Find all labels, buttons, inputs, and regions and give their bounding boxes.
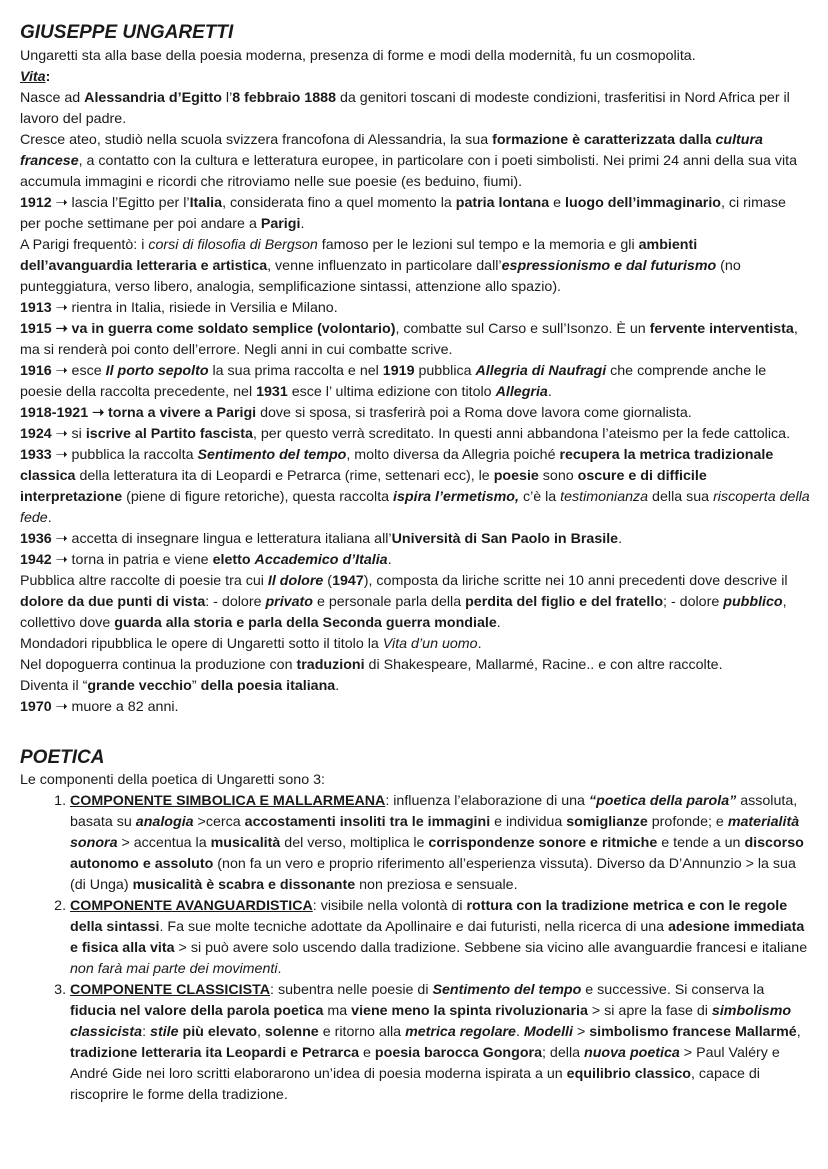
text-run: Mondadori ripubblica le opere di Ungaretti sotto il titolo la: [20, 636, 383, 652]
vita-section: [20, 88, 810, 718]
text-run: > accentua la: [117, 835, 211, 851]
text-run: adesione immediata e fisica alla vita: [70, 919, 805, 956]
text-run: ➝ torna in patria e viene: [51, 552, 213, 568]
text-run: viene meno la spinta rivoluzionaria: [351, 1003, 588, 1019]
text-run: Italia: [189, 195, 223, 211]
text-run: simbolismo classicista: [70, 1003, 792, 1040]
text-run: somiglianze: [566, 814, 648, 830]
text-run: e tende a un: [657, 835, 745, 851]
text-run: , venne influenzato in particolare dall’: [267, 258, 502, 274]
text-run: espressionismo e dal futurismo: [501, 258, 717, 274]
text-run: tradizione letteraria ita Leopardi e Petrarca: [70, 1045, 360, 1061]
text-run: 1919: [382, 363, 415, 379]
text-run: la sua prima raccolta e nel: [208, 363, 383, 379]
text-run: .: [496, 615, 501, 631]
text-run: solenne: [264, 1024, 319, 1040]
text-run: pubblico: [723, 594, 783, 610]
text-run: .: [387, 552, 392, 568]
text-run: accostamenti insoliti tra le immagini: [244, 814, 491, 830]
text-run: recupera la metrica tradizionale classica: [20, 447, 774, 484]
text-run: : - dolore: [205, 594, 266, 610]
text-run: (piene di figure retoriche), questa raccolta: [122, 489, 394, 505]
text-run: l’: [221, 90, 233, 106]
text-run: ), composta da liriche scritte nei 10 anni precedenti dove descrive il: [363, 573, 788, 589]
text-run: equilibrio classico: [566, 1066, 692, 1082]
component-heading: COMPONENTE SIMBOLICA E MALLARMEANA: [70, 793, 386, 809]
text-run: , combatte sul Carso e sull’Isonzo. È un: [395, 321, 650, 337]
text-run: A Parigi frequentò: i: [20, 237, 149, 253]
text-run: che comprende anche le poesie della raccolta precedente, nel: [20, 363, 767, 400]
text-run: riscoperta della fede: [20, 489, 810, 526]
text-run: >: [572, 1024, 590, 1040]
text-run: .: [477, 636, 482, 652]
text-run: : subentra nelle poesie di: [270, 982, 433, 998]
text-run: musicalità è scabra e dissonante: [132, 877, 356, 893]
text-run: perdita del figlio e del fratello: [465, 594, 664, 610]
vita-paragraph: [20, 361, 810, 403]
vita-paragraph: [20, 235, 810, 298]
text-run: :: [142, 1024, 151, 1040]
text-run: 1933: [20, 447, 52, 463]
vita-paragraph: [20, 88, 810, 130]
text-run: 1912: [20, 195, 52, 211]
text-run: .: [277, 961, 282, 977]
text-run: pubblica: [414, 363, 476, 379]
text-run: , ma si renderà poi conto dell’errore. Negli anni in cui combatte scrive.: [20, 321, 798, 358]
text-run: Diventa il “: [20, 678, 88, 694]
text-run: , collettivo dove: [20, 594, 787, 631]
text-run: ; della: [542, 1045, 585, 1061]
vita-paragraph: [20, 298, 810, 319]
text-run: stile: [150, 1024, 179, 1040]
text-run: Sentimento del tempo: [197, 447, 347, 463]
text-run: , considerata fino a quel momento la: [222, 195, 456, 211]
text-run: ➝ rientra in Italia, risiede in Versilia e Milano.: [51, 300, 338, 316]
poetica-heading: POETICA: [20, 747, 105, 768]
text-run: Vita d’un uomo: [382, 636, 478, 652]
text-run: e personale parla della: [312, 594, 466, 610]
text-run: .: [335, 678, 340, 694]
text-run: , ci rimase per poche settimane per poi andare a: [20, 195, 786, 232]
text-run: . Fa sue molte tecniche adottate da Apollinaire e dai futuristi, nella ricerca di una: [159, 919, 669, 935]
text-run: (non fa un vero e proprio riferimento all’esperienza vissuta). Diverso da D’Annunzio > la sua (di Unga): [70, 856, 796, 893]
document-title: GIUSEPPE UNGARETTI: [20, 22, 234, 43]
text-run: guarda alla storia e parla della Seconda guerra mondiale: [114, 615, 497, 631]
text-run: dove si sposa, si trasferirà poi a Roma dove lavora come giornalista.: [256, 405, 692, 421]
text-run: non preziosa e sensuale.: [355, 877, 518, 893]
vita-paragraph: [20, 319, 810, 361]
vita-paragraph: [20, 130, 810, 193]
text-run: dolore da due punti di vista: [20, 594, 206, 610]
text-run: fiducia nel valore della parola poetica: [70, 1003, 324, 1019]
text-run: Accademico d’Italia: [254, 552, 388, 568]
vita-paragraph: [20, 403, 810, 424]
text-run: profonde; e: [647, 814, 728, 830]
text-run: della sua: [648, 489, 714, 505]
vita-heading: [20, 67, 810, 88]
text-run: > si apre la fase di: [587, 1003, 712, 1019]
text-run: , a contatto con la cultura e letteratura europee, in particolare con i poeti simbolisti. Nei primi 24 anni della sua vita accumula immagini e ricordi che ritroviamo nelle sue poesie (es beduino, fiumi).: [20, 153, 798, 190]
text-run: Il dolore: [267, 573, 324, 589]
text-run: nuova poetica: [584, 1045, 680, 1061]
poetica-intro: Le componenti della poetica di Ungaretti sono 3:: [20, 772, 325, 788]
text-run: poesie: [493, 468, 539, 484]
text-run: e ritorno alla: [318, 1024, 406, 1040]
text-run: luogo dell’immaginario: [565, 195, 722, 211]
text-run: eletto: [212, 552, 255, 568]
text-run: ; - dolore: [663, 594, 724, 610]
text-run: sono: [538, 468, 578, 484]
intro-paragraph: Ungaretti sta alla base della poesia moderna, presenza di forme e modi della modernità, fu un cosmopolita.: [20, 48, 696, 64]
component-heading: COMPONENTE CLASSICISTA: [70, 982, 271, 998]
text-run: Modelli: [523, 1024, 573, 1040]
text-run: 1915 ➝ va in guerra come soldato semplice (volontario): [20, 321, 396, 337]
text-run: musicalità: [210, 835, 281, 851]
text-run: (no punteggiatura, verso libero, analogia, semplificazione sintassi, attenzione allo spazio).: [20, 258, 741, 295]
text-run: esce l’ ultima edizione con titolo: [287, 384, 496, 400]
vita-paragraph: [20, 676, 810, 697]
text-run: Parigi: [260, 216, 301, 232]
text-run: del verso, moltiplica le: [280, 835, 429, 851]
vita-paragraph: [20, 193, 810, 235]
text-run: della poesia italiana: [200, 678, 336, 694]
text-run: .: [300, 216, 305, 232]
text-run: testimonianza: [560, 489, 649, 505]
text-run: >cerca: [193, 814, 245, 830]
text-run: e: [549, 195, 566, 211]
vita-paragraph: [20, 571, 810, 634]
text-run: traduzioni: [296, 657, 365, 673]
text-run: analogia: [135, 814, 194, 830]
text-run: privato: [265, 594, 313, 610]
text-run: , capace di riscoprire le forme della tradizione.: [70, 1066, 760, 1103]
text-run: .: [47, 510, 52, 526]
text-run: Alessandria d’Egitto: [84, 90, 222, 106]
vita-paragraph: [20, 634, 810, 655]
vita-heading-colon: :: [45, 69, 51, 85]
text-run: fervente interventista: [649, 321, 794, 337]
text-run: Cresce ateo, studiò nella scuola svizzera francofona di Alessandria, la sua: [20, 132, 493, 148]
text-run: di Shakespeare, Mallarmé, Racine.. e con altre raccolte.: [364, 657, 723, 673]
text-run: metrica regolare: [405, 1024, 516, 1040]
poetica-component-item: [70, 791, 810, 896]
text-run: Sentimento del tempo: [432, 982, 582, 998]
text-run: da genitori toscani di modeste condizioni, trasferitisi in Nord Africa per il lavoro del padre.: [20, 90, 790, 127]
text-run: 1924: [20, 426, 52, 442]
text-run: cultura francese: [20, 132, 763, 169]
text-run: 8 febbraio 1888: [232, 90, 337, 106]
vita-paragraph: [20, 424, 810, 445]
text-run: Allegria: [495, 384, 548, 400]
text-run: e individua: [490, 814, 567, 830]
text-run: ”: [191, 678, 201, 694]
text-run: Allegria di Naufragi: [475, 363, 607, 379]
text-run: 1913: [20, 300, 52, 316]
text-run: 1947: [332, 573, 364, 589]
text-run: Nasce ad: [20, 90, 85, 106]
text-run: della letteratura ita di Leopardi e Petrarca (rime, settenari ecc), le: [75, 468, 494, 484]
text-run: e: [359, 1045, 375, 1061]
text-run: più elevato: [182, 1024, 257, 1040]
text-run: : influenza l’elaborazione di una: [385, 793, 589, 809]
text-run: > si può avere solo uscendo dalla tradizione. Sebbene sia vicino alle avanguardie francesi e italiane: [174, 940, 808, 956]
text-run: ➝ muore a 82 anni.: [51, 699, 179, 715]
text-run: iscrive al Partito fascista: [85, 426, 253, 442]
poetica-component-item: [70, 980, 810, 1106]
text-run: discorso autonomo e assoluto: [70, 835, 804, 872]
vita-heading-label: Vita: [20, 69, 46, 85]
vita-paragraph: [20, 697, 810, 718]
text-run: 1916: [20, 363, 52, 379]
vita-paragraph: [20, 529, 810, 550]
text-run: ,: [256, 1024, 265, 1040]
text-run: “poetica della parola”: [588, 793, 737, 809]
text-run: Nel dopoguerra continua la produzione con: [20, 657, 297, 673]
text-run: Il porto sepolto: [105, 363, 209, 379]
text-run: e successive. Si conserva la: [581, 982, 765, 998]
text-run: .: [618, 531, 623, 547]
text-run: corrispondenze sonore e ritmiche: [428, 835, 658, 851]
text-run: > Paul Valéry e André Gide nei loro scritti elaborarono un’idea di poesia moderna ispirata a un: [70, 1045, 780, 1082]
text-run: 1970: [20, 699, 52, 715]
text-run: patria lontana: [455, 195, 550, 211]
text-run: ➝ accetta di insegnare lingua e letteratura italiana all’: [51, 531, 392, 547]
poetica-components-list: [20, 791, 810, 1106]
text-run: ➝ pubblica la raccolta: [51, 447, 198, 463]
text-run: ma: [323, 1003, 352, 1019]
vita-paragraph: [20, 550, 810, 571]
text-run: : visibile nella volontà di: [312, 898, 467, 914]
text-run: ,: [796, 1024, 801, 1040]
text-run: ➝ esce: [51, 363, 106, 379]
text-run: c’è la: [518, 489, 561, 505]
text-run: simbolismo francese Mallarmé: [589, 1024, 797, 1040]
text-run: ispira l’ermetismo,: [393, 489, 519, 505]
text-run: , per questo verrà screditato. In questi anni abbandona l’ateismo per la fede cattolica.: [252, 426, 791, 442]
text-run: oscure e di difficile interpretazione: [20, 468, 707, 505]
text-run: 1931: [256, 384, 288, 400]
text-run: 1936: [20, 531, 52, 547]
vita-paragraph: [20, 655, 810, 676]
text-run: Pubblica altre raccolte di poesie tra cui: [20, 573, 268, 589]
text-run: rottura con la tradizione metrica e con le regole della sintassi: [70, 898, 788, 935]
text-run: formazione è caratterizzata dalla: [492, 132, 716, 148]
vita-paragraph: [20, 445, 810, 529]
text-run: ambienti dell’avanguardia letteraria e artistica: [20, 237, 698, 274]
text-run: 1942: [20, 552, 52, 568]
poetica-component-item: [70, 896, 810, 980]
text-run: poesia barocca Gongora: [374, 1045, 543, 1061]
text-run: ➝ si: [51, 426, 86, 442]
text-run: .: [547, 384, 552, 400]
text-run: Università di San Paolo in Brasile: [391, 531, 619, 547]
text-run: materialità sonora: [70, 814, 800, 851]
text-run: corsi di filosofia di Bergson: [148, 237, 318, 253]
text-run: grande vecchio: [87, 678, 192, 694]
text-run: ➝ lascia l’Egitto per l’: [51, 195, 190, 211]
component-heading: COMPONENTE AVANGUARDISTICA: [70, 898, 313, 914]
text-run: 1918-1921 ➝ torna a vivere a Parigi: [20, 405, 257, 421]
text-run: non farà mai parte dei movimenti: [70, 961, 278, 977]
text-run: assoluta, basata su: [70, 793, 798, 830]
text-run: (: [323, 573, 333, 589]
text-run: famoso per le lezioni sul tempo e la memoria e gli: [317, 237, 639, 253]
text-run: .: [515, 1024, 524, 1040]
text-run: , molto diversa da Allegria poiché: [346, 447, 560, 463]
